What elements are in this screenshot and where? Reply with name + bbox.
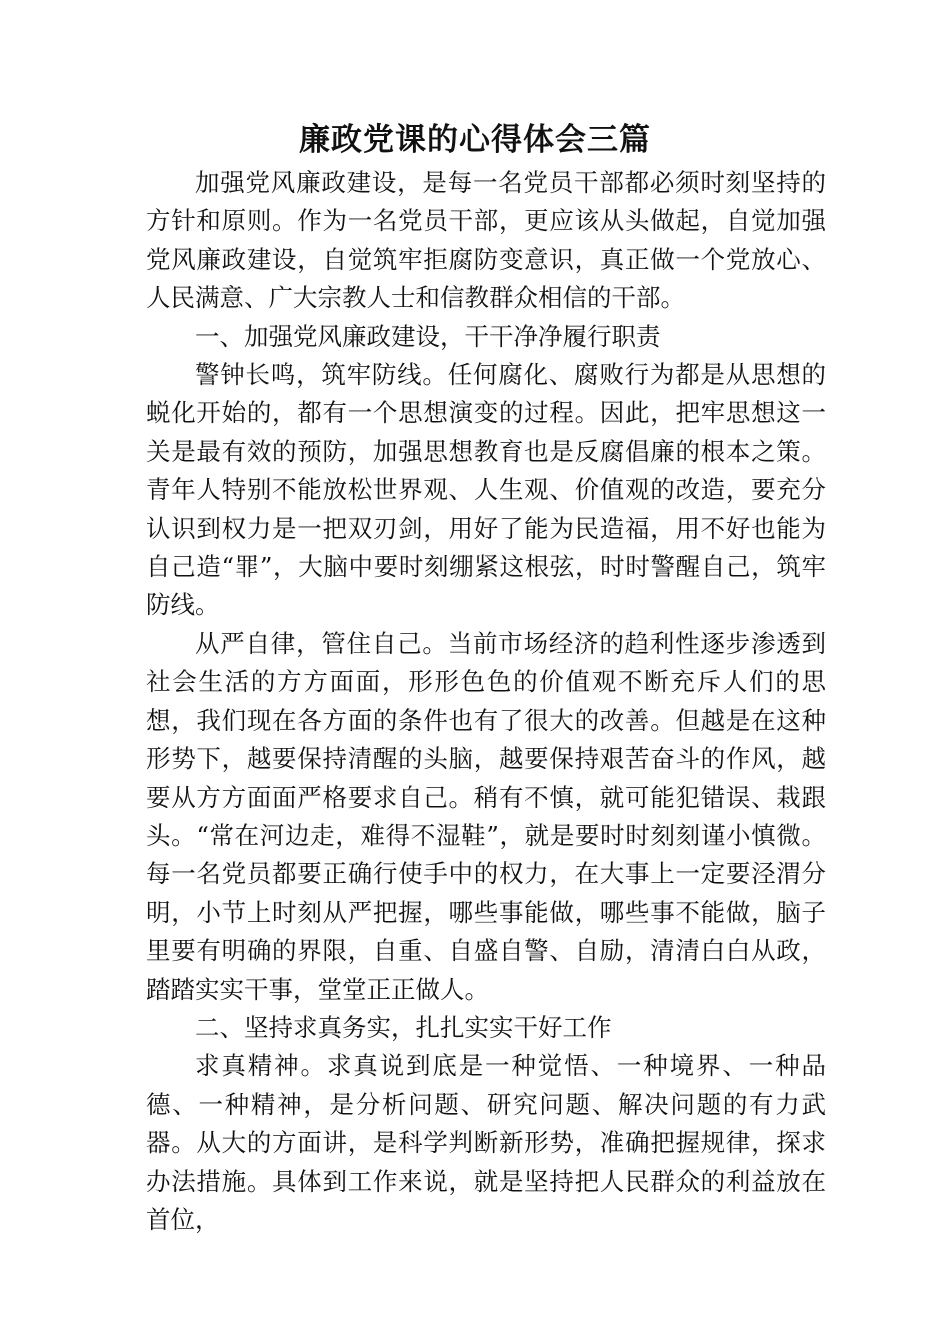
paragraph-alarm-bell: 警钟长鸣，筑牢防线。任何腐化、腐败行为都是从思想的蜕化开始的，都有一个思想演变的过程。因此，把牢思想这一关是最有效的预防，加强思想教育也是反腐倡廉的根本之策。青年人特别不能放松世界观、人生观、价值观的改造，要充分认识到权力是一把双刃剑，用好了能为民造福，用不好也能为自己造“罪”，大脑中要时刻绷紧这根弦，时时警醒自己，筑牢防线。: [146, 360, 826, 620]
paragraph-truth-seeking: 求真精神。求真说到底是一种觉悟、一种境界、一种品德、一种精神，是分析问题、研究问题、解决问题的有力武器。从大的方面讲，是科学判断新形势，准确把握规律，探求办法措施。具体到工作来说，就是坚持把人民群众的利益放在首位，: [146, 1051, 826, 1234]
section-heading-2: 二、坚持求真务实，扎扎实实干好工作: [195, 1012, 612, 1042]
paragraph-self-discipline: 从严自律，管住自己。当前市场经济的趋利性逐步渗透到社会生活的方方面面，形形色色的价值观不断充斥人们的思想，我们现在各方面的条件也有了很大的改善。但越是在这种形势下，越要保持清醒的头脑，越要保持艰苦奋斗的作风，越要从方方面面严格要求自己。稍有不慎，就可能犯错误、栽跟头。“常在河边走，难得不湿鞋”，就是要时时刻刻谨小慎微。每一名党员都要正确行使手中的权力，在大事上一定要泾渭分明，小节上时刻从严把握，哪些事能做，哪些事不能做，脑子里要有明确的界限，自重、自盛自警、自励，清清白白从政，踏踏实实干事，堂堂正正做人。: [146, 628, 826, 1004]
paragraph-intro: 加强党风廉政建设，是每一名党员干部都必须时刻坚持的方针和原则。作为一名党员干部，更应该从头做起，自觉加强党风廉政建设，自觉筑牢拒腐防变意识，真正做一个党放心、人民满意、广大宗教人士和信教群众相信的干部。: [146, 168, 826, 313]
section-heading-1: 一、加强党风廉政建设，干干净净履行职责: [195, 321, 661, 351]
document-title: 廉政党课的心得体会三篇: [299, 122, 651, 158]
document-body: [146, 164, 826, 1239]
